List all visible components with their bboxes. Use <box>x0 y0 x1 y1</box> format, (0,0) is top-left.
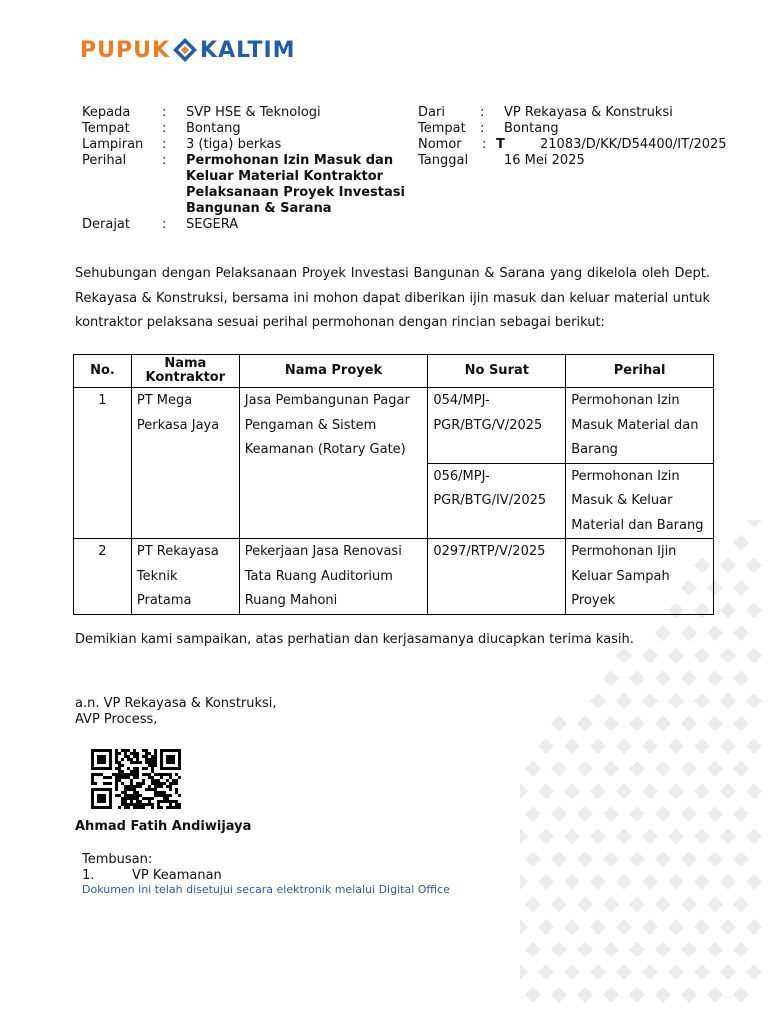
header-no: No. <box>74 355 132 388</box>
header-nama-proyek: Nama Proyek <box>239 355 428 388</box>
intro-paragraph: Sehubungan dengan Pelaksanaan Proyek Investasi Bangunan & Sarana yang dikelola oleh Dept. Rekayasa & Konstruksi, bersama ini mohon dapat diberikan ijin masuk dan keluar material untuk kontraktor pelaksana sesuai perihal permohonan dengan rincian sebagai berikut: <box>75 266 710 330</box>
row-proyek: Pekerjaan Jasa Renovasi Tata Ruang Auditorium Ruang Mahoni <box>239 539 428 615</box>
derajat-value: SEGERA <box>186 217 239 232</box>
colon: : <box>162 105 167 120</box>
perihal-value-line-3: Pelaksanaan Proyek Investasi <box>186 185 405 200</box>
row-no-surat: 054/MPJ-PGR/BTG/V/2025 <box>428 388 566 464</box>
colon: : <box>162 217 167 232</box>
table-header-row <box>74 355 714 388</box>
kepada-value: SVP HSE & Teknologi <box>186 105 321 120</box>
colon: : <box>162 153 167 168</box>
table-row <box>74 388 714 464</box>
tempat-right-value: Bontang <box>504 121 559 136</box>
logo-text-left: PUPUK <box>80 37 171 63</box>
dari-value: VP Rekayasa & Konstruksi <box>504 105 673 120</box>
colon: : <box>162 121 167 136</box>
colon: : <box>480 105 485 120</box>
tempat-value: Bontang <box>186 121 241 136</box>
qr-code-signature <box>91 749 183 811</box>
derajat-label: Derajat <box>82 217 130 232</box>
tembusan-item-number: 1. <box>82 868 95 883</box>
row-no-surat: 0297/RTP/V/2025 <box>428 539 566 615</box>
row-perihal: Permohonan Ijin Keluar Sampah Proyek <box>566 539 714 615</box>
nomor-prefix: T <box>496 137 505 152</box>
kepada-label: Kepada <box>82 105 131 120</box>
signature-line-1: a.n. VP Rekayasa & Konstruksi, <box>75 696 277 711</box>
logo-emblem-icon <box>172 37 198 63</box>
signer-name: Ahmad Fatih Andiwijaya <box>75 819 252 834</box>
contractor-table <box>73 354 714 615</box>
tanggal-value: 16 Mei 2025 <box>504 153 585 168</box>
nomor-value: 21083/D/KK/D54400/IT/2025 <box>540 137 727 152</box>
tanggal-label: Tanggal <box>418 153 469 168</box>
tembusan-item-text: VP Keamanan <box>132 868 222 883</box>
colon: : <box>162 137 167 152</box>
tempat-label: Tempat <box>82 121 130 136</box>
tembusan-label: Tembusan: <box>82 852 153 867</box>
perihal-label: Perihal <box>82 153 127 168</box>
nomor-label: Nomor <box>418 137 462 152</box>
perihal-value-line-2: Keluar Material Kontraktor <box>186 169 384 184</box>
lampiran-value: 3 (tiga) berkas <box>186 137 282 152</box>
row-kontraktor: PT Rekayasa Teknik Pratama <box>131 539 239 615</box>
colon: : <box>482 137 487 152</box>
perihal-value-line-1: Permohonan Izin Masuk dan <box>186 153 394 168</box>
tempat-right-label: Tempat <box>418 121 466 136</box>
dari-label: Dari <box>418 105 445 120</box>
header-no-surat: No Surat <box>428 355 566 388</box>
colon: : <box>480 121 485 136</box>
row-kontraktor: PT Mega Perkasa Jaya <box>131 388 239 539</box>
perihal-value-line-4: Bangunan & Sarana <box>186 201 332 216</box>
row-no-surat: 056/MPJ-PGR/BTG/IV/2025 <box>428 463 566 539</box>
closing-paragraph: Demikian kami sampaikan, atas perhatian dan kerjasamanya diucapkan terima kasih. <box>75 632 634 647</box>
signature-line-2: AVP Process, <box>75 712 158 727</box>
row-perihal: Permohonan Izin Masuk Material dan Barang <box>566 388 714 464</box>
row-proyek: Jasa Pembangunan Pagar Pengaman & Sistem Keamanan (Rotary Gate) <box>239 388 428 539</box>
header-nama-kontraktor: Nama Kontraktor <box>131 355 239 388</box>
logo-text-right: KALTIM <box>200 37 296 63</box>
company-logo <box>80 34 296 66</box>
row-perihal: Permohonan Izin Masuk & Keluar Material dan Barang <box>566 463 714 539</box>
header-perihal: Perihal <box>566 355 714 388</box>
row-no: 1 <box>74 388 132 539</box>
lampiran-label: Lampiran <box>82 137 144 152</box>
row-no: 2 <box>74 539 132 615</box>
table-row <box>74 539 714 615</box>
digital-approval-note: Dokumen ini telah disetujui secara elektronik melalui Digital Office <box>82 883 450 896</box>
